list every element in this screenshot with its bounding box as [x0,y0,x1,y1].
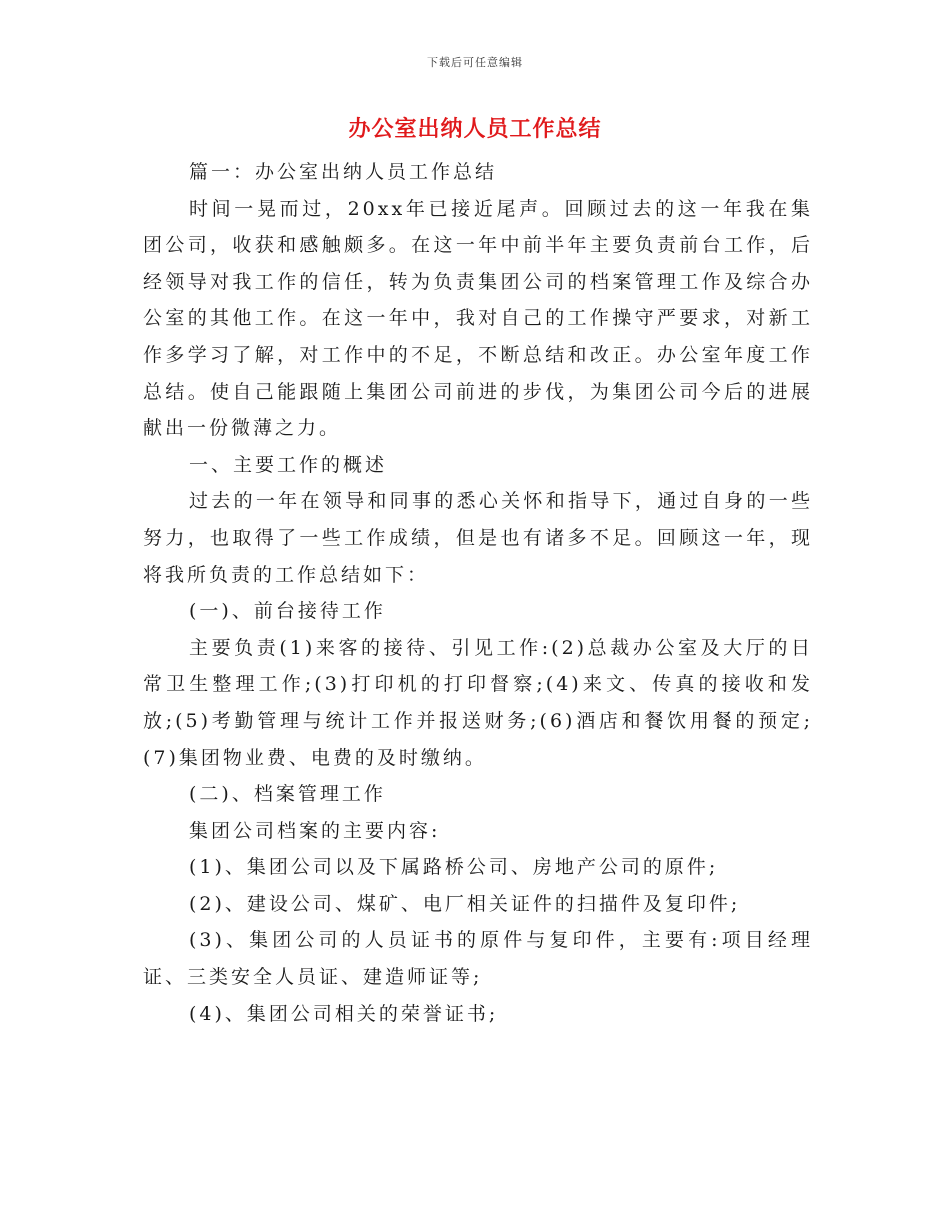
reception-duties-paragraph: 主要负责(1)来客的接待、引见工作:(2)总裁办公室及大厅的日常卫生整理工作;(3)打印机的打印督察;(4)来文、传真的接收和发放;(5)考勤管理与统计工作并报送财务;(6)酒店和餐饮用餐的预定;(7)集团物业费、电费的及时缴纳。 [143,636,813,769]
section-heading-overview: 一、主要工作的概述 [189,453,388,476]
section-heading-part-one: 篇一：办公室出纳人员工作总结 [189,161,498,183]
archives-intro-line: 集团公司档案的主要内容: [189,819,441,842]
archives-list-item: (4)、集团公司相关的荣誉证书; [189,1002,499,1025]
document-title: 办公室出纳人员工作总结 [348,117,602,142]
archives-list-item: (2)、建设公司、煤矿、电厂相关证件的扫描件及复印件; [189,892,741,915]
subheading-archives: (二)、档案管理工作 [189,783,386,806]
overview-paragraph: 过去的一年在领导和同事的悉心关怀和指导下，通过自身的一些努力，也取得了一些工作成绩，但是也有诸多不足。回顾这一年，现将我所负责的工作总结如下： [143,490,813,586]
archives-list-item: (3)、集团公司的人员证书的原件与复印件，主要有:项目经理证、三类安全人员证、建造师证等; [143,929,813,989]
subheading-reception: (一)、前台接待工作 [189,600,386,623]
document-body [143,154,813,1032]
page-header-note: 下载后可任意编辑 [427,56,523,69]
intro-paragraph: 时间一晃而过，20xx年已接近尾声。回顾过去的这一年我在集团公司，收获和感触颇多。在这一年中前半年主要负责前台工作，后经领导对我工作的信任，转为负责集团公司的档案管理工作及综合办公室的其他工作。在这一年中，我对自己的工作操守严要求，对新工作多学习了解，对工作中的不足，不断总结和改正。办公室年度工作总结。使自己能跟随上集团公司前进的步伐，为集团公司今后的进展献出一份微薄之力。 [143,197,813,440]
archives-list-item: (1)、集团公司以及下属路桥公司、房地产公司的原件; [189,856,719,879]
